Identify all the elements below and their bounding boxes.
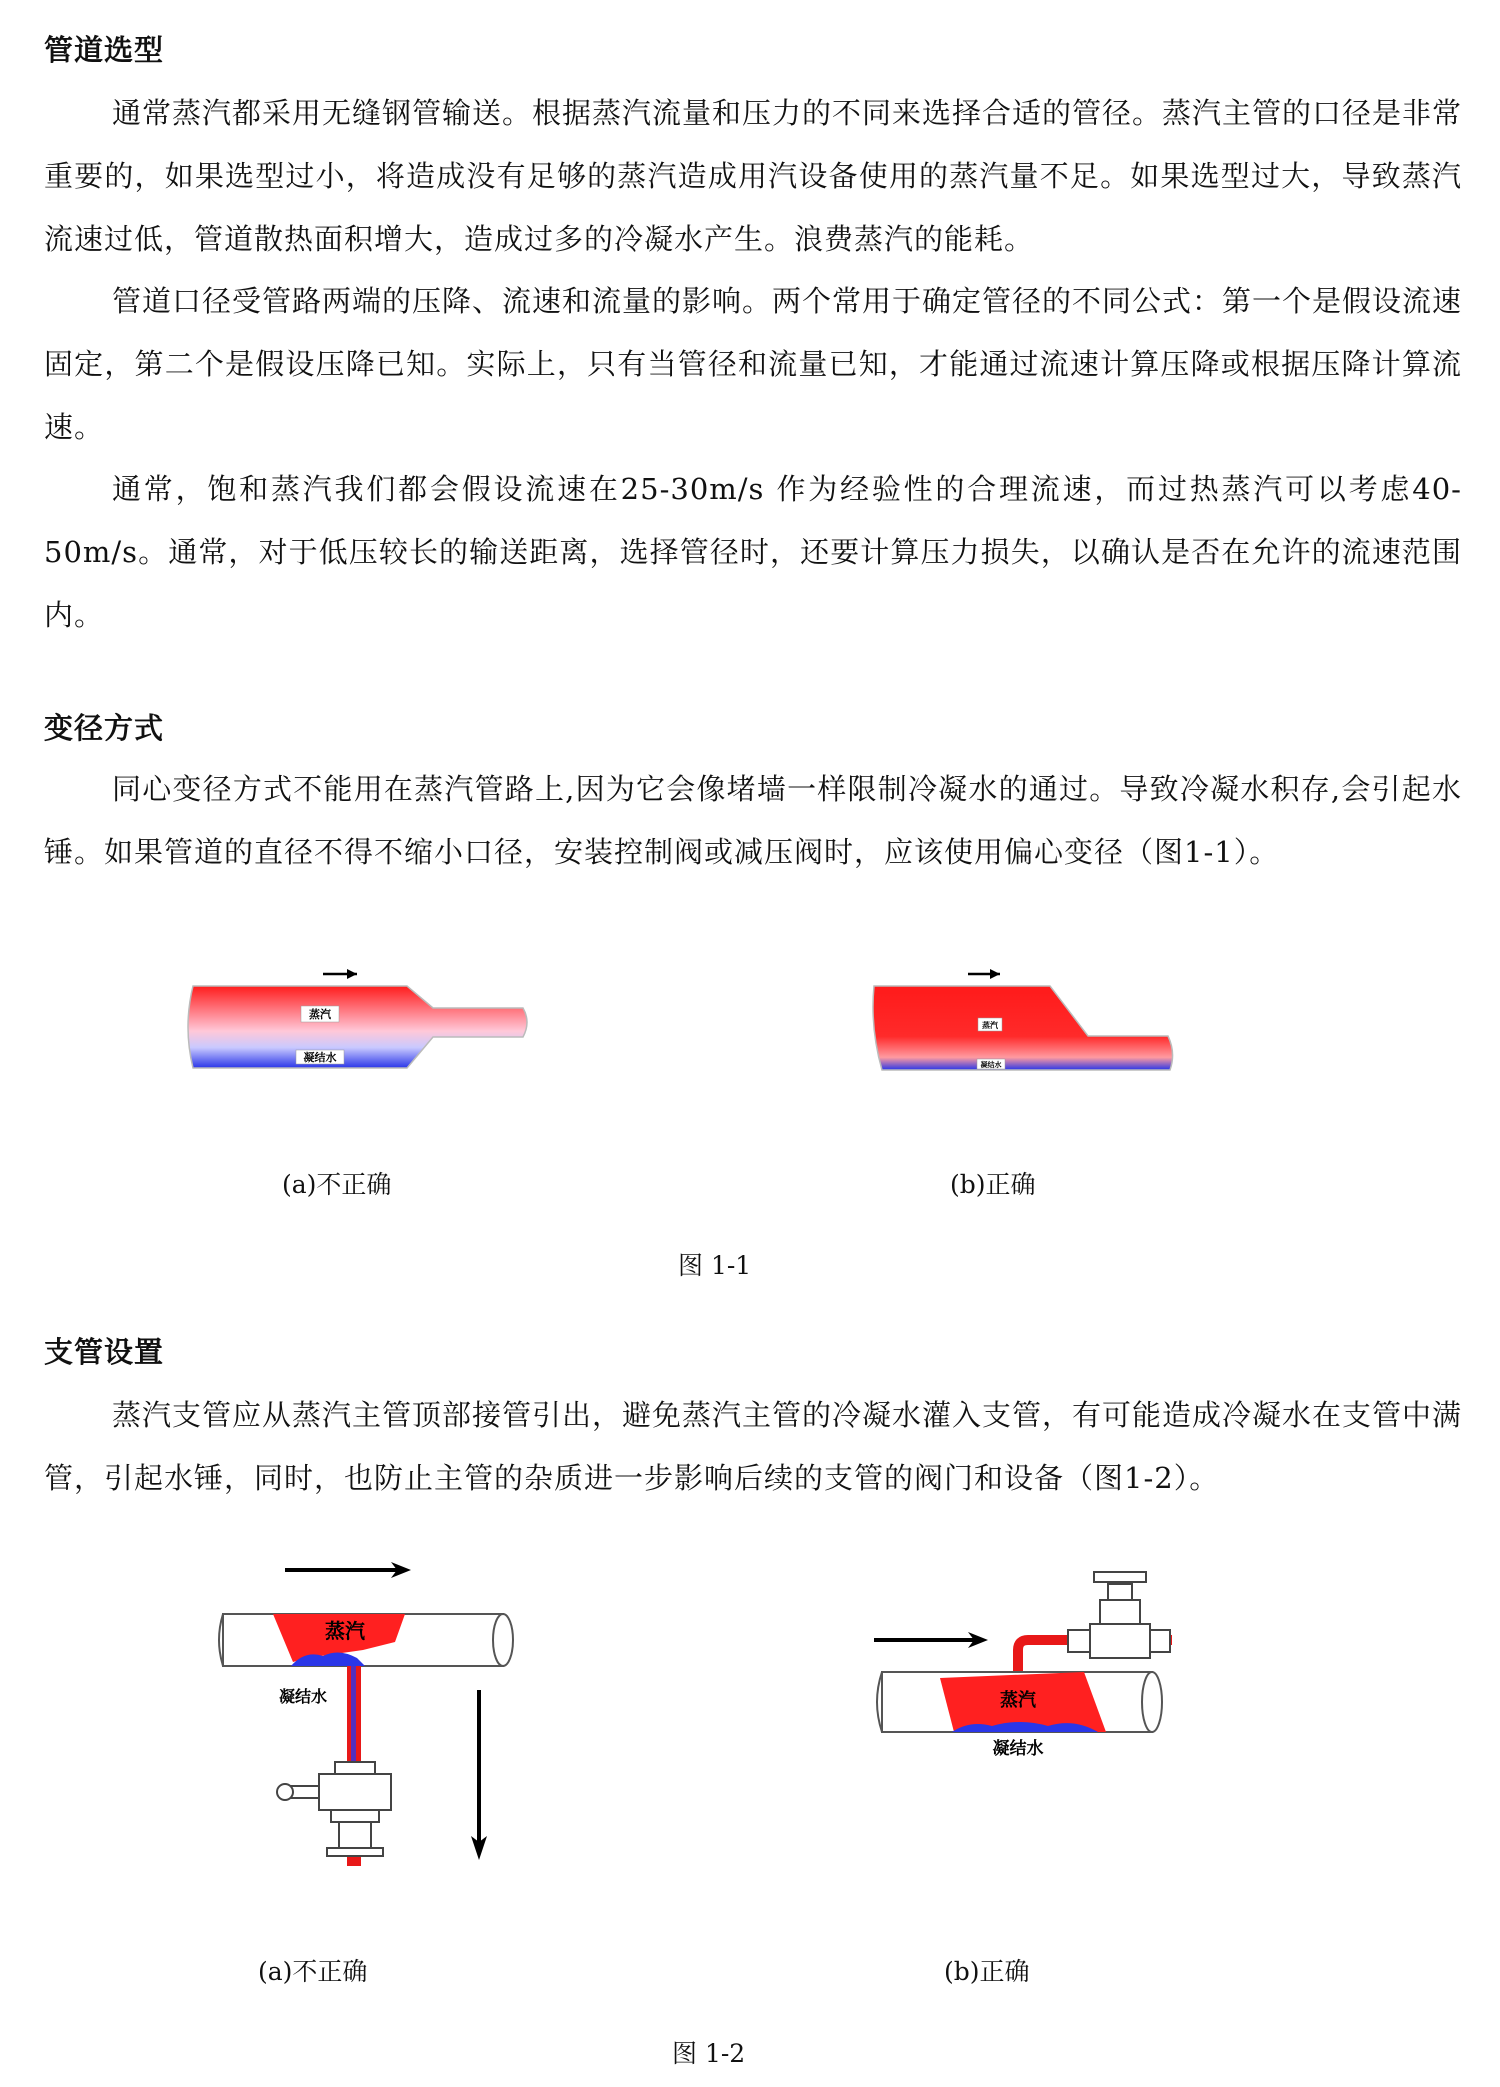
figure-1-2b-caption: (b)正确 (944, 1957, 1030, 1986)
heading-branch-pipe: 支管设置 (44, 1335, 165, 1369)
valve-icon (1068, 1572, 1170, 1658)
steam-label: 蒸汽 (1000, 1690, 1036, 1711)
steam-label: 蒸汽 (325, 1619, 365, 1643)
heading-pipe-selection: 管道选型 (44, 33, 165, 67)
paragraph: 通常蒸汽都采用无缝钢管输送。根据蒸汽流量和压力的不同来选择合适的管径。蒸汽主管的口径是非常重要的，如果选型过小，将造成没有足够的蒸汽造成用汽设备使用的蒸汽量不足。如果选型过大，导致蒸汽流速过低，管道散热面积增大，造成过多的冷凝水产生。浪费蒸汽的能耗。 (44, 96, 1463, 256)
figure-1-1a-caption: (a)不正确 (282, 1170, 392, 1199)
paragraph: 通常，饱和蒸汽我们都会假设流速在25-30m/s 作为经验性的合理流速，而过热蒸汽可以考虑40-50m/s。通常，对于低压较长的输送距离，选择管径时，还要计算压力损失，以确认是否在允许的流速范围内。 (44, 472, 1462, 632)
condensate-label: 凝结水 (278, 1687, 328, 1706)
figure-1-2a-caption: (a)不正确 (258, 1957, 368, 1986)
paragraph: 蒸汽支管应从蒸汽主管顶部接管引出，避免蒸汽主管的冷凝水灌入支管，有可能造成冷凝水在支管中满管，引起水锤，同时，也防止主管的杂质进一步影响后续的支管的阀门和设备（图1-2）。 (44, 1398, 1463, 1495)
paragraph: 管道口径受管路两端的压降、流速和流量的影响。两个常用于确定管径的不同公式：第一个是假设流速固定，第二个是假设压降已知。实际上，只有当管径和流量已知，才能通过流速计算压降或根据压降计算流速。 (44, 284, 1463, 444)
figure-1-1a-concentric-reducer (175, 966, 535, 1076)
condensate-label: 凝结水 (980, 1061, 1002, 1069)
figure-1-1b-eccentric-reducer (860, 966, 1180, 1076)
figure-1-1b-caption: (b)正确 (950, 1170, 1036, 1199)
valve-icon (277, 1762, 391, 1856)
figure-1-2-caption: 图 1-2 (672, 2039, 746, 2068)
steam-label: 蒸汽 (309, 1008, 331, 1021)
figure-1-2b-top-branch (870, 1560, 1180, 1760)
steam-label: 蒸汽 (982, 1021, 998, 1030)
heading-reducer-method: 变径方式 (44, 711, 165, 745)
figure-1-1-caption: 图 1-1 (678, 1251, 752, 1280)
figure-1-2a-bottom-branch (215, 1550, 525, 1870)
paragraph: 同心变径方式不能用在蒸汽管路上,因为它会像堵墙一样限制冷凝水的通过。导致冷凝水积存,会引起水锤。如果管道的直径不得不缩小口径，安装控制阀或减压阀时，应该使用偏心变径（图1-1）。 (44, 772, 1462, 869)
condensate-label: 凝结水 (303, 1051, 337, 1064)
condensate-label: 凝结水 (992, 1739, 1044, 1759)
